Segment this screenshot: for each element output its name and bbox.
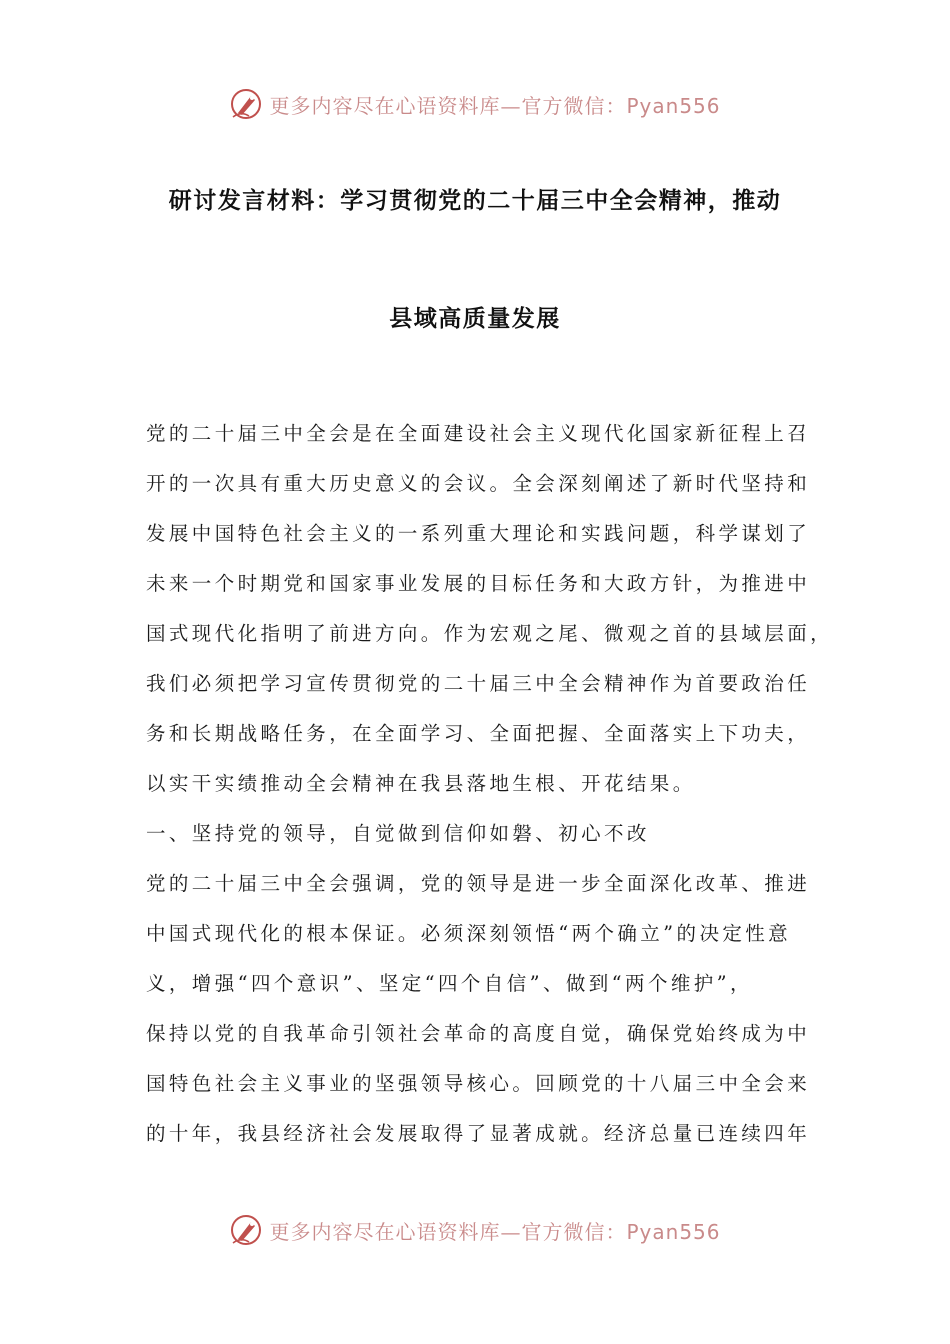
body-text bbox=[146, 409, 834, 1159]
body-line: 未来一个时期党和国家事业发展的目标任务和大政方针，为推进中 bbox=[146, 572, 811, 595]
body-line: 发展中国特色社会主义的一系列重大理论和实践问题，科学谋划了 bbox=[146, 522, 811, 545]
pen-nib-logo-icon bbox=[229, 1213, 263, 1247]
body-line: 国特色社会主义事业的坚强领导核心。回顾党的十八届三中全会来 bbox=[146, 1072, 811, 1095]
body-line: 中国式现代化的根本保证。必须深刻领悟“两个确立”的决定性意 bbox=[146, 922, 792, 945]
body-line: 义，增强“四个意识”、坚定“四个自信”、做到“两个维护”， bbox=[146, 972, 753, 995]
body-line: 的十年，我县经济社会发展取得了显著成就。经济总量已连续四年 bbox=[146, 1122, 811, 1145]
document-title-line-1: 研讨发言材料：学习贯彻党的二十届三中全会精神，推动 bbox=[168, 188, 782, 214]
body-line: 国式现代化指明了前进方向。作为宏观之尾、微观之首的县域层面， bbox=[146, 622, 834, 645]
document-title-line-2: 县域高质量发展 bbox=[389, 306, 561, 332]
body-line: 以实干实绩推动全会精神在我县落地生根、开花结果。 bbox=[146, 772, 696, 795]
watermark-banner-bottom bbox=[0, 1210, 950, 1250]
pen-nib-logo-icon bbox=[229, 87, 263, 121]
body-line: 开的一次具有重大历史意义的会议。全会深刻阐述了新时代坚持和 bbox=[146, 472, 811, 495]
section-heading: 一、坚持党的领导，自觉做到信仰如磐、初心不改 bbox=[146, 822, 650, 845]
watermark-banner-top bbox=[0, 84, 950, 124]
body-line: 我们必须把学习宣传贯彻党的二十届三中全会精神作为首要政治任 bbox=[146, 672, 811, 695]
body-line: 党的二十届三中全会强调，党的领导是进一步全面深化改革、推进 bbox=[146, 872, 811, 895]
body-line: 务和长期战略任务，在全面学习、全面把握、全面落实上下功夫， bbox=[146, 722, 811, 745]
watermark-text: 更多内容尽在心语资料库—官方微信：Pyan556 bbox=[269, 1219, 721, 1244]
body-line: 保持以党的自我革命引领社会革命的高度自觉，确保党始终成为中 bbox=[146, 1022, 811, 1045]
watermark-text: 更多内容尽在心语资料库—官方微信：Pyan556 bbox=[269, 93, 721, 118]
body-line: 党的二十届三中全会是在全面建设社会主义现代化国家新征程上召 bbox=[146, 422, 811, 445]
